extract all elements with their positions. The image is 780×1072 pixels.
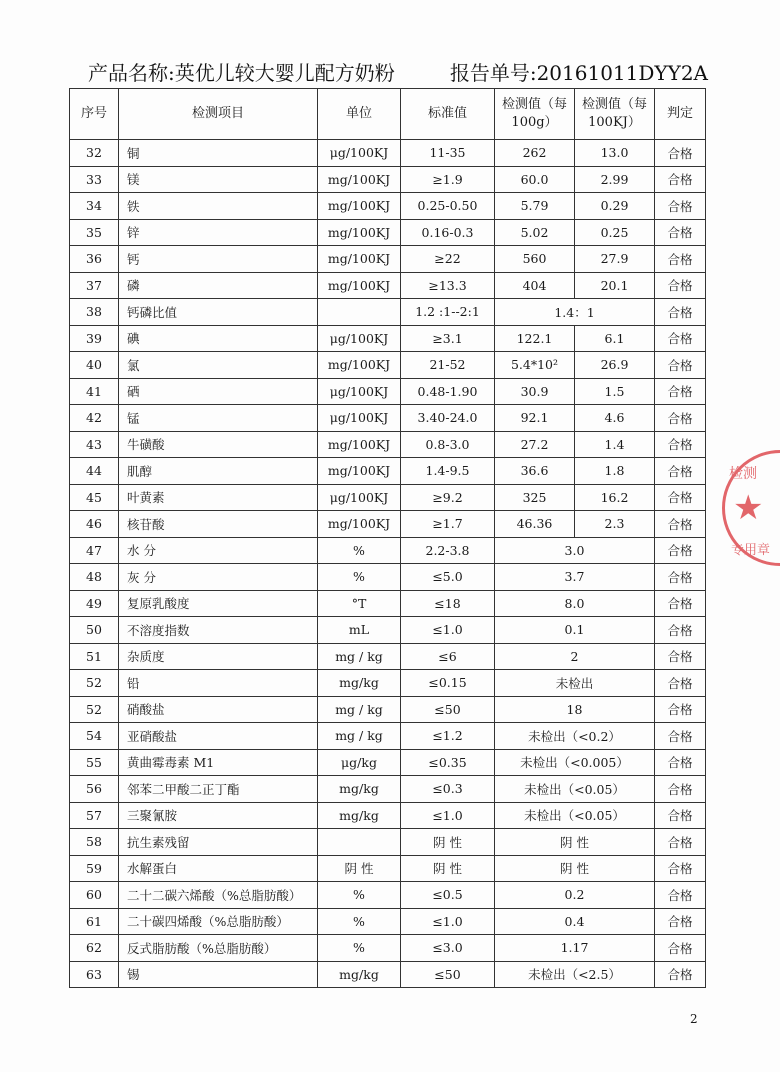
cell-value-merged: 8.0: [495, 590, 655, 617]
table-body: [70, 140, 706, 988]
cell-standard: ≥1.7: [401, 511, 495, 538]
table-row: [70, 670, 706, 697]
cell-unit: mg / kg: [318, 723, 401, 750]
cell-value-merged: 3.0: [495, 537, 655, 564]
cell-result: 合格: [655, 193, 706, 220]
table-row: [70, 961, 706, 988]
cell-standard: ≤50: [401, 696, 495, 723]
test-results-table: [69, 88, 706, 988]
cell-item: 磷: [119, 272, 318, 299]
cell-standard: ≤1.0: [401, 908, 495, 935]
cell-value-merged: 18: [495, 696, 655, 723]
cell-standard: 0.16-0.3: [401, 219, 495, 246]
table-row: [70, 564, 706, 591]
table-row: [70, 299, 706, 326]
cell-no: 41: [70, 378, 119, 405]
col-header-result: 判定: [655, 89, 706, 140]
product-name: 产品名称:英优儿较大婴儿配方奶粉: [88, 61, 395, 85]
cell-value-merged: 1.4：1: [495, 299, 655, 326]
cell-item: 肌醇: [119, 458, 318, 485]
cell-value-100kj: 27.9: [575, 246, 655, 273]
table-row: [70, 908, 706, 935]
table-row: [70, 140, 706, 167]
cell-result: 合格: [655, 564, 706, 591]
cell-value-100kj: 4.6: [575, 405, 655, 432]
cell-value-100kj: 0.25: [575, 219, 655, 246]
cell-value-100g: 560: [495, 246, 575, 273]
cell-unit: mg/100KJ: [318, 352, 401, 379]
cell-no: 55: [70, 749, 119, 776]
cell-unit: mg/kg: [318, 961, 401, 988]
cell-no: 49: [70, 590, 119, 617]
cell-value-merged: 阴 性: [495, 855, 655, 882]
cell-result: 合格: [655, 511, 706, 538]
cell-unit: %: [318, 882, 401, 909]
cell-item: 三聚氰胺: [119, 802, 318, 829]
cell-value-100g: 36.6: [495, 458, 575, 485]
cell-no: 56: [70, 776, 119, 803]
cell-standard: 1.2 :1--2:1: [401, 299, 495, 326]
cell-result: 合格: [655, 855, 706, 882]
cell-value-100g: 46.36: [495, 511, 575, 538]
cell-item: 二十碳四烯酸（%总脂肪酸）: [119, 908, 318, 935]
cell-item: 核苷酸: [119, 511, 318, 538]
cell-no: 40: [70, 352, 119, 379]
cell-result: 合格: [655, 299, 706, 326]
cell-no: 52: [70, 696, 119, 723]
cell-value-merged: 0.4: [495, 908, 655, 935]
cell-item: 镁: [119, 166, 318, 193]
cell-unit: mg/100KJ: [318, 431, 401, 458]
table-row: [70, 193, 706, 220]
table-row: [70, 882, 706, 909]
cell-result: 合格: [655, 643, 706, 670]
star-icon: ★: [733, 488, 764, 528]
cell-value-100kj: 26.9: [575, 352, 655, 379]
cell-value-100g: 30.9: [495, 378, 575, 405]
cell-no: 46: [70, 511, 119, 538]
cell-value-100g: 325: [495, 484, 575, 511]
cell-unit: mg/100KJ: [318, 166, 401, 193]
cell-unit: mg/kg: [318, 776, 401, 803]
cell-result: 合格: [655, 908, 706, 935]
cell-item: 反式脂肪酸（%总脂肪酸）: [119, 935, 318, 962]
cell-unit: mg / kg: [318, 643, 401, 670]
cell-item: 铜: [119, 140, 318, 167]
cell-result: 合格: [655, 246, 706, 273]
cell-item: 二十二碳六烯酸（%总脂肪酸）: [119, 882, 318, 909]
cell-value-merged: 2: [495, 643, 655, 670]
cell-unit: μg/100KJ: [318, 484, 401, 511]
cell-item: 锰: [119, 405, 318, 432]
cell-standard: ≤6: [401, 643, 495, 670]
cell-standard: ≤0.3: [401, 776, 495, 803]
cell-item: 杂质度: [119, 643, 318, 670]
cell-value-merged: 未检出: [495, 670, 655, 697]
cell-item: 碘: [119, 325, 318, 352]
cell-value-100g: 5.02: [495, 219, 575, 246]
cell-item: 抗生素残留: [119, 829, 318, 856]
cell-no: 51: [70, 643, 119, 670]
cell-no: 33: [70, 166, 119, 193]
table-row: [70, 537, 706, 564]
cell-item: 锡: [119, 961, 318, 988]
cell-result: 合格: [655, 696, 706, 723]
cell-value-100kj: 1.8: [575, 458, 655, 485]
cell-result: 合格: [655, 776, 706, 803]
cell-no: 38: [70, 299, 119, 326]
table-row: [70, 272, 706, 299]
cell-unit: mg/100KJ: [318, 272, 401, 299]
cell-value-100g: 404: [495, 272, 575, 299]
cell-unit: [318, 299, 401, 326]
cell-unit: mg/kg: [318, 802, 401, 829]
cell-standard: ≤3.0: [401, 935, 495, 962]
cell-result: 合格: [655, 325, 706, 352]
cell-no: 54: [70, 723, 119, 750]
cell-standard: ≥9.2: [401, 484, 495, 511]
cell-value-100kj: 6.1: [575, 325, 655, 352]
report-number: 报告单号:20161011DYY2A: [449, 61, 708, 85]
cell-no: 57: [70, 802, 119, 829]
cell-no: 34: [70, 193, 119, 220]
cell-value-merged: 未检出（<0.005）: [495, 749, 655, 776]
cell-value-100g: 60.0: [495, 166, 575, 193]
col-header-unit: 单位: [318, 89, 401, 140]
table-row: [70, 484, 706, 511]
document-header: [88, 52, 708, 86]
cell-result: 合格: [655, 352, 706, 379]
cell-unit: mg/100KJ: [318, 511, 401, 538]
cell-value-100kj: 1.4: [575, 431, 655, 458]
cell-value-100kj: 20.1: [575, 272, 655, 299]
cell-no: 47: [70, 537, 119, 564]
cell-result: 合格: [655, 219, 706, 246]
cell-result: 合格: [655, 484, 706, 511]
cell-standard: 阴 性: [401, 829, 495, 856]
cell-standard: ≤0.15: [401, 670, 495, 697]
cell-item: 叶黄素: [119, 484, 318, 511]
cell-item: 复原乳酸度: [119, 590, 318, 617]
cell-unit: mL: [318, 617, 401, 644]
cell-standard: ≤50: [401, 961, 495, 988]
cell-standard: 阴 性: [401, 855, 495, 882]
table-row: [70, 802, 706, 829]
cell-item: 铁: [119, 193, 318, 220]
cell-unit: mg/kg: [318, 670, 401, 697]
cell-item: 不溶度指数: [119, 617, 318, 644]
cell-value-merged: 阴 性: [495, 829, 655, 856]
cell-unit: %: [318, 564, 401, 591]
cell-item: 水解蛋白: [119, 855, 318, 882]
table-header-row: [70, 89, 706, 140]
cell-standard: ≤1.0: [401, 617, 495, 644]
cell-no: 32: [70, 140, 119, 167]
cell-no: 35: [70, 219, 119, 246]
cell-unit: mg/100KJ: [318, 219, 401, 246]
cell-no: 45: [70, 484, 119, 511]
cell-unit: μg/100KJ: [318, 405, 401, 432]
cell-standard: ≤1.2: [401, 723, 495, 750]
cell-item: 灰 分: [119, 564, 318, 591]
cell-unit: %: [318, 537, 401, 564]
table-row: [70, 855, 706, 882]
cell-value-100kj: 1.5: [575, 378, 655, 405]
cell-item: 亚硝酸盐: [119, 723, 318, 750]
cell-result: 合格: [655, 431, 706, 458]
cell-no: 59: [70, 855, 119, 882]
cell-value-100g: 92.1: [495, 405, 575, 432]
cell-unit: [318, 829, 401, 856]
cell-no: 36: [70, 246, 119, 273]
cell-item: 氯: [119, 352, 318, 379]
cell-standard: ≥13.3: [401, 272, 495, 299]
cell-no: 52: [70, 670, 119, 697]
cell-no: 37: [70, 272, 119, 299]
cell-no: 63: [70, 961, 119, 988]
cell-result: 合格: [655, 140, 706, 167]
cell-item: 铅: [119, 670, 318, 697]
seal-text-top: 检测: [729, 466, 757, 482]
cell-result: 合格: [655, 935, 706, 962]
cell-result: 合格: [655, 458, 706, 485]
cell-value-100kj: 2.99: [575, 166, 655, 193]
cell-unit: °T: [318, 590, 401, 617]
table-row: [70, 590, 706, 617]
cell-no: 60: [70, 882, 119, 909]
cell-item: 钙: [119, 246, 318, 273]
table-row: [70, 352, 706, 379]
cell-no: 62: [70, 935, 119, 962]
cell-unit: %: [318, 935, 401, 962]
cell-item: 锌: [119, 219, 318, 246]
cell-standard: 1.4-9.5: [401, 458, 495, 485]
cell-standard: 0.8-3.0: [401, 431, 495, 458]
col-header-item: 检测项目: [119, 89, 318, 140]
cell-unit: μg/100KJ: [318, 378, 401, 405]
cell-value-100kj: 0.29: [575, 193, 655, 220]
cell-value-merged: 1.17: [495, 935, 655, 962]
seal-text-bottom: 专用章: [731, 543, 771, 558]
cell-value-100g: 5.79: [495, 193, 575, 220]
cell-value-100kj: 2.3: [575, 511, 655, 538]
cell-standard: ≤1.0: [401, 802, 495, 829]
cell-result: 合格: [655, 749, 706, 776]
cell-unit: mg / kg: [318, 696, 401, 723]
cell-value-merged: 0.1: [495, 617, 655, 644]
cell-no: 43: [70, 431, 119, 458]
cell-no: 44: [70, 458, 119, 485]
table-row: [70, 696, 706, 723]
cell-no: 61: [70, 908, 119, 935]
cell-item: 钙磷比值: [119, 299, 318, 326]
col-header-no: 序号: [70, 89, 119, 140]
table-row: [70, 723, 706, 750]
cell-result: 合格: [655, 617, 706, 644]
table-row: [70, 617, 706, 644]
cell-value-merged: 3.7: [495, 564, 655, 591]
cell-result: 合格: [655, 405, 706, 432]
cell-no: 39: [70, 325, 119, 352]
cell-value-100g: 122.1: [495, 325, 575, 352]
cell-standard: 11-35: [401, 140, 495, 167]
cell-result: 合格: [655, 378, 706, 405]
table-row: [70, 643, 706, 670]
table-row: [70, 935, 706, 962]
table-row: [70, 749, 706, 776]
cell-value-merged: 未检出（<2.5）: [495, 961, 655, 988]
col-header-value-100g: 检测值（每100g）: [495, 89, 575, 140]
cell-standard: ≤18: [401, 590, 495, 617]
cell-no: 58: [70, 829, 119, 856]
col-header-standard: 标准值: [401, 89, 495, 140]
cell-value-merged: 未检出（<0.2）: [495, 723, 655, 750]
cell-unit: mg/100KJ: [318, 193, 401, 220]
cell-standard: 3.40-24.0: [401, 405, 495, 432]
table-row: [70, 246, 706, 273]
cell-item: 水 分: [119, 537, 318, 564]
cell-unit: 阴 性: [318, 855, 401, 882]
cell-standard: 0.25-0.50: [401, 193, 495, 220]
cell-result: 合格: [655, 590, 706, 617]
table-row: [70, 829, 706, 856]
cell-result: 合格: [655, 882, 706, 909]
official-seal: [722, 450, 780, 566]
cell-standard: ≤5.0: [401, 564, 495, 591]
cell-item: 硝酸盐: [119, 696, 318, 723]
cell-standard: 2.2-3.8: [401, 537, 495, 564]
col-header-value-100kj: 检测值（每100KJ）: [575, 89, 655, 140]
page-number: 2: [690, 1012, 698, 1026]
cell-item: 硒: [119, 378, 318, 405]
cell-no: 50: [70, 617, 119, 644]
cell-item: 黄曲霉毒素 M1: [119, 749, 318, 776]
cell-standard: ≥1.9: [401, 166, 495, 193]
cell-unit: %: [318, 908, 401, 935]
cell-item: 牛磺酸: [119, 431, 318, 458]
cell-value-100g: 5.4*10²: [495, 352, 575, 379]
cell-result: 合格: [655, 537, 706, 564]
cell-unit: μg/kg: [318, 749, 401, 776]
cell-unit: μg/100KJ: [318, 325, 401, 352]
cell-value-100kj: 16.2: [575, 484, 655, 511]
cell-value-merged: 0.2: [495, 882, 655, 909]
table-row: [70, 458, 706, 485]
cell-result: 合格: [655, 723, 706, 750]
cell-standard: ≥3.1: [401, 325, 495, 352]
table-row: [70, 325, 706, 352]
table-row: [70, 166, 706, 193]
table-row: [70, 776, 706, 803]
table-row: [70, 511, 706, 538]
cell-value-100kj: 13.0: [575, 140, 655, 167]
cell-result: 合格: [655, 961, 706, 988]
cell-unit: mg/100KJ: [318, 458, 401, 485]
cell-standard: 21-52: [401, 352, 495, 379]
table-row: [70, 378, 706, 405]
cell-result: 合格: [655, 166, 706, 193]
cell-value-100g: 27.2: [495, 431, 575, 458]
cell-item: 邻苯二甲酸二正丁酯: [119, 776, 318, 803]
cell-value-merged: 未检出（<0.05）: [495, 802, 655, 829]
cell-standard: ≥22: [401, 246, 495, 273]
cell-value-merged: 未检出（<0.05）: [495, 776, 655, 803]
cell-result: 合格: [655, 829, 706, 856]
cell-unit: mg/100KJ: [318, 246, 401, 273]
cell-standard: ≤0.5: [401, 882, 495, 909]
table-row: [70, 431, 706, 458]
cell-standard: ≤0.35: [401, 749, 495, 776]
cell-result: 合格: [655, 802, 706, 829]
cell-result: 合格: [655, 272, 706, 299]
cell-unit: μg/100KJ: [318, 140, 401, 167]
cell-value-100g: 262: [495, 140, 575, 167]
table-row: [70, 219, 706, 246]
cell-no: 48: [70, 564, 119, 591]
cell-standard: 0.48-1.90: [401, 378, 495, 405]
cell-no: 42: [70, 405, 119, 432]
table-row: [70, 405, 706, 432]
cell-result: 合格: [655, 670, 706, 697]
